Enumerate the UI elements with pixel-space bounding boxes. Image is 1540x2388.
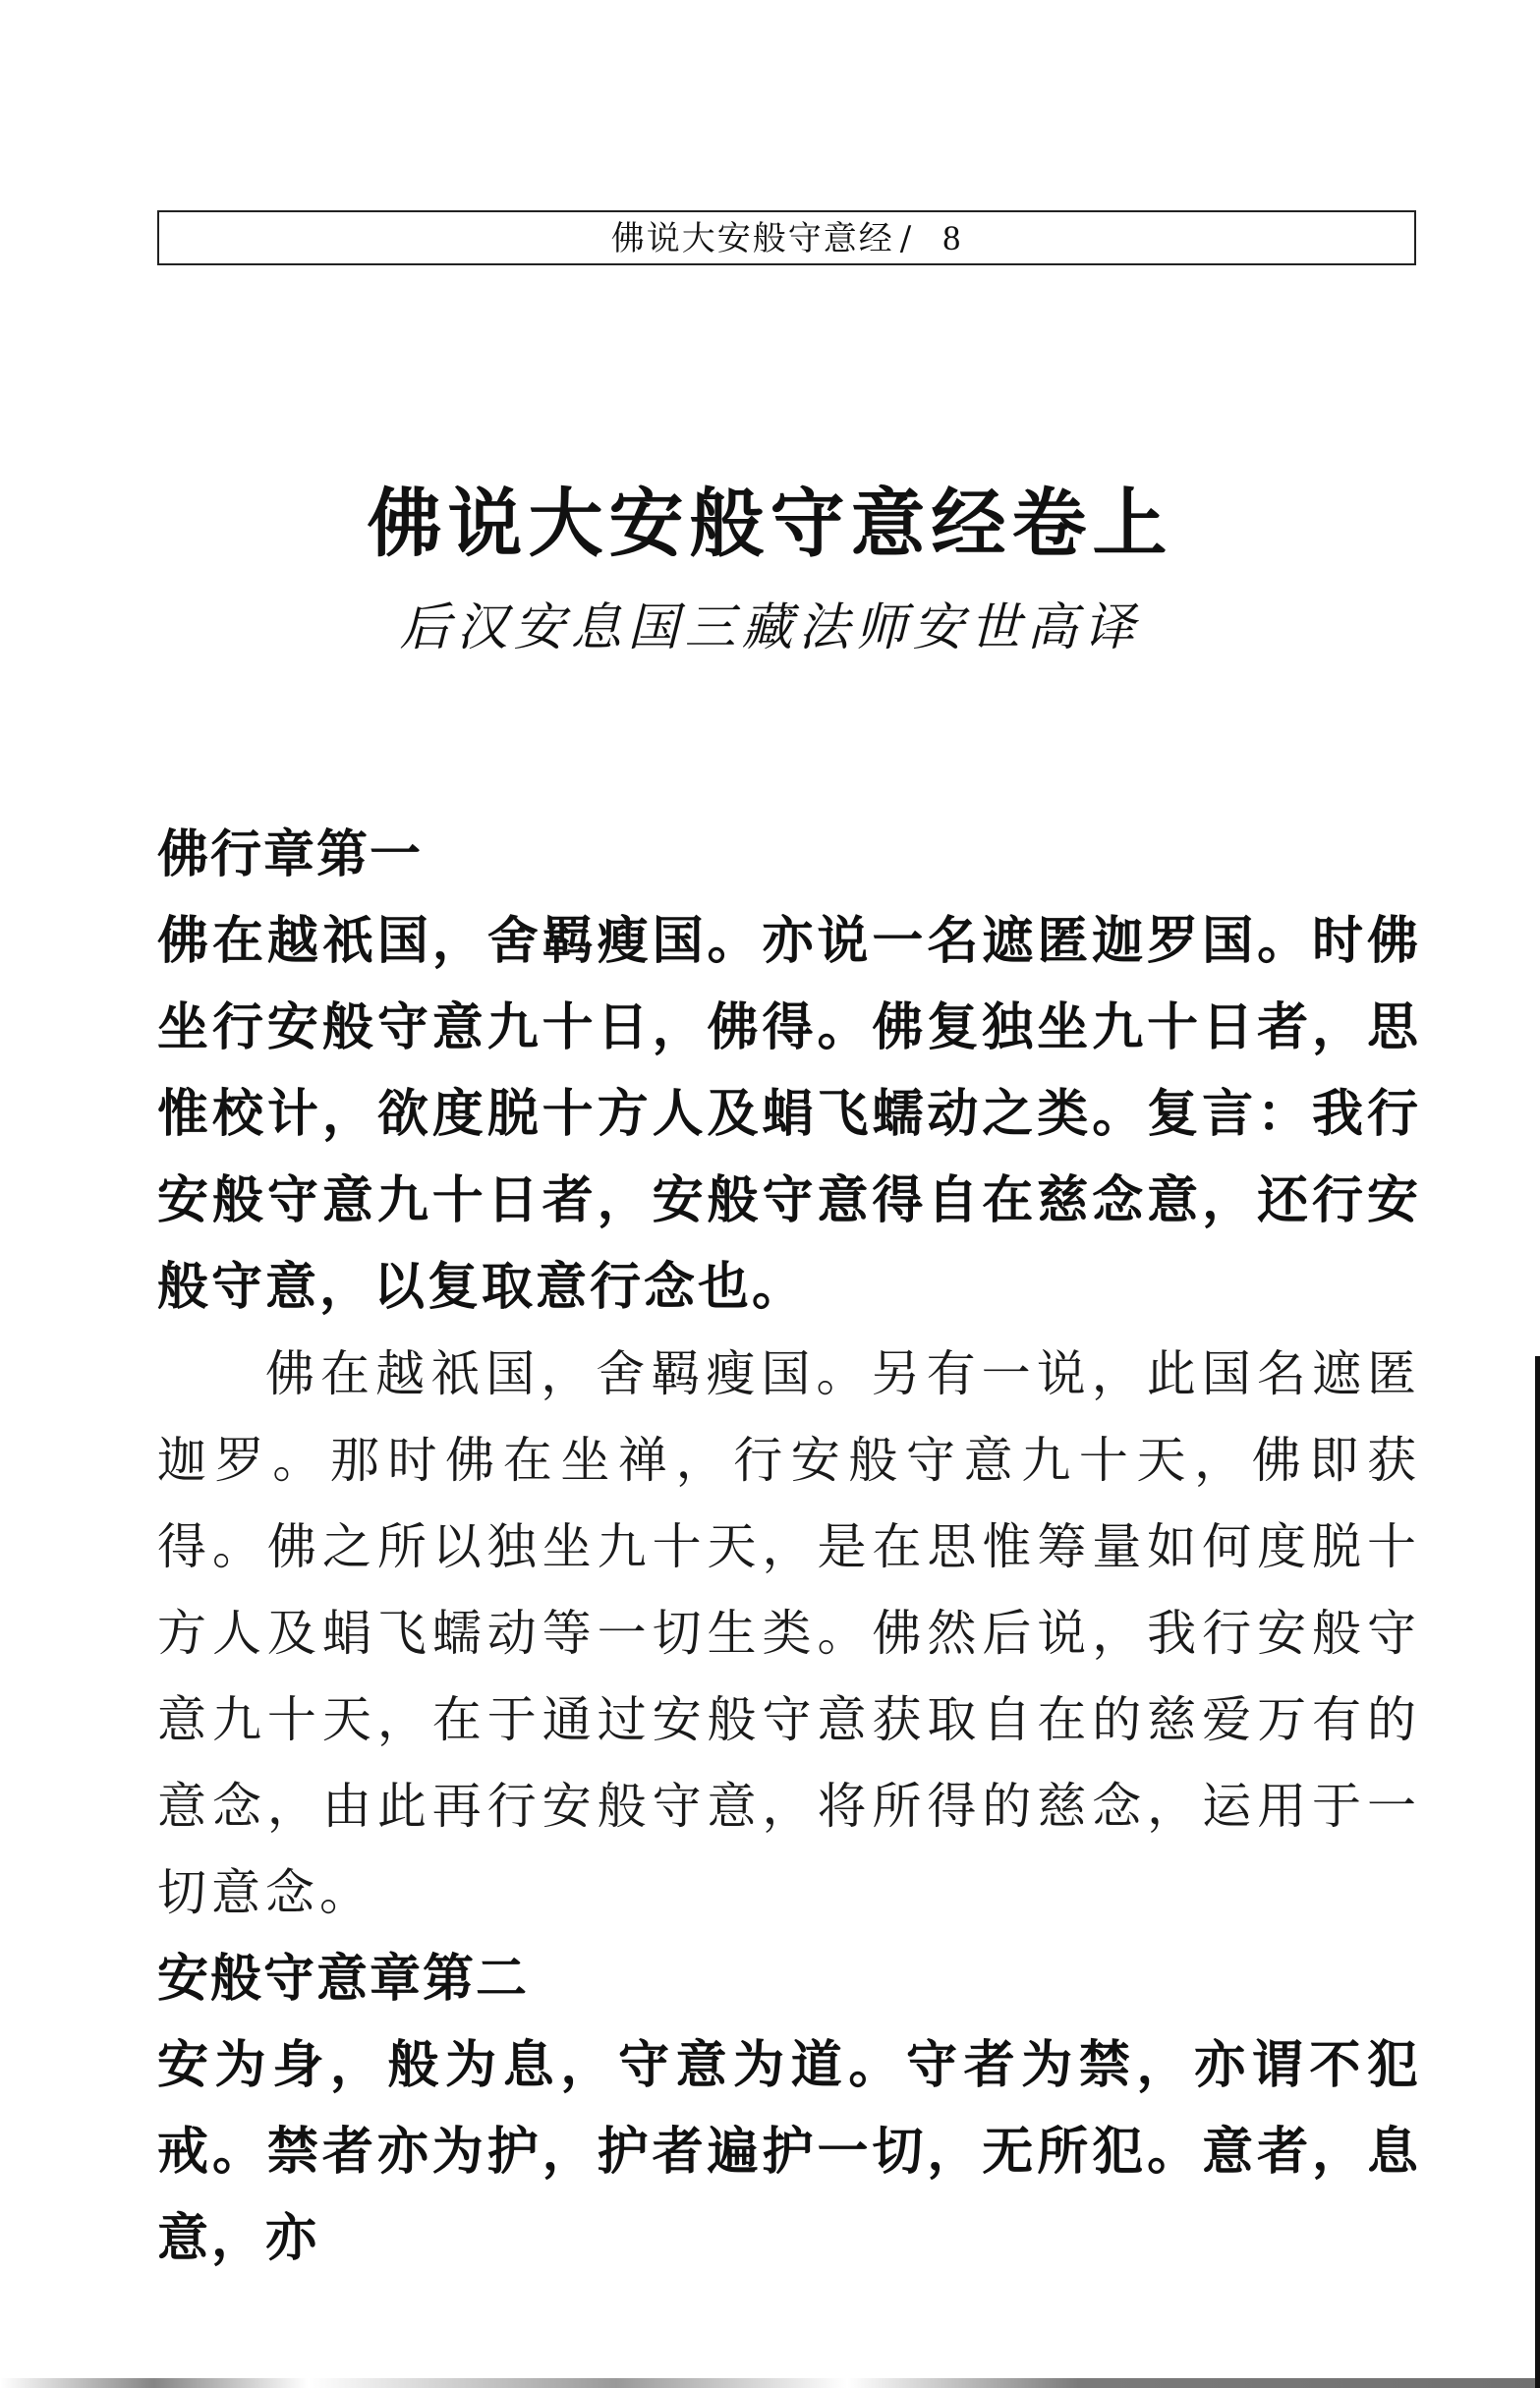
scan-edge-bottom	[0, 2378, 1540, 2388]
scripture-paragraph-1: 佛在越祇国，舍羁瘦国。亦说一名遮匿迦罗国。时佛坐行安般守意九十日，佛得。佛复独坐九十日者，思惟校计，欲度脱十方人及蜎飞蠕动之类。复言：我行安般守意九十日者，安般守意得自在慈念意，还行安般守意，以复取意行念也。	[157, 912, 1421, 1317]
running-header	[157, 210, 1416, 265]
scripture-paragraph-2: 安为身，般为息，守意为道。守者为禁，亦谓不犯戒。禁者亦为护，护者遍护一切，无所犯。意者，息意，亦	[157, 2036, 1421, 2268]
main-text	[157, 812, 1421, 2282]
page-number: 8	[942, 218, 963, 257]
scan-edge-right	[1535, 1356, 1540, 2388]
running-header-separator: /	[899, 219, 914, 258]
running-header-title: 佛说大安般守意经	[610, 219, 894, 258]
translator-line: 后汉安息国三藏法师安世高译	[399, 598, 1141, 657]
chapter-heading-2: 安般守意章第二	[157, 1950, 530, 2009]
chapter-heading-1: 佛行章第一	[157, 825, 424, 884]
translation-paragraph-1: 佛在越祇国，舍羁瘦国。另有一说，此国名遮匿迦罗。那时佛在坐禅，行安般守意九十天，佛即获得。佛之所以独坐九十天，是在思惟筹量如何度脱十方人及蜎飞蠕动等一切生类。佛然后说，我行安般守意九十天，在于通过安般守意获取自在的慈爱万有的意念，由此再行安般守意，将所得的慈念，运用于一切意念。	[157, 1345, 1421, 1921]
scripture-title: 佛说大安般守意经卷上	[367, 480, 1173, 567]
